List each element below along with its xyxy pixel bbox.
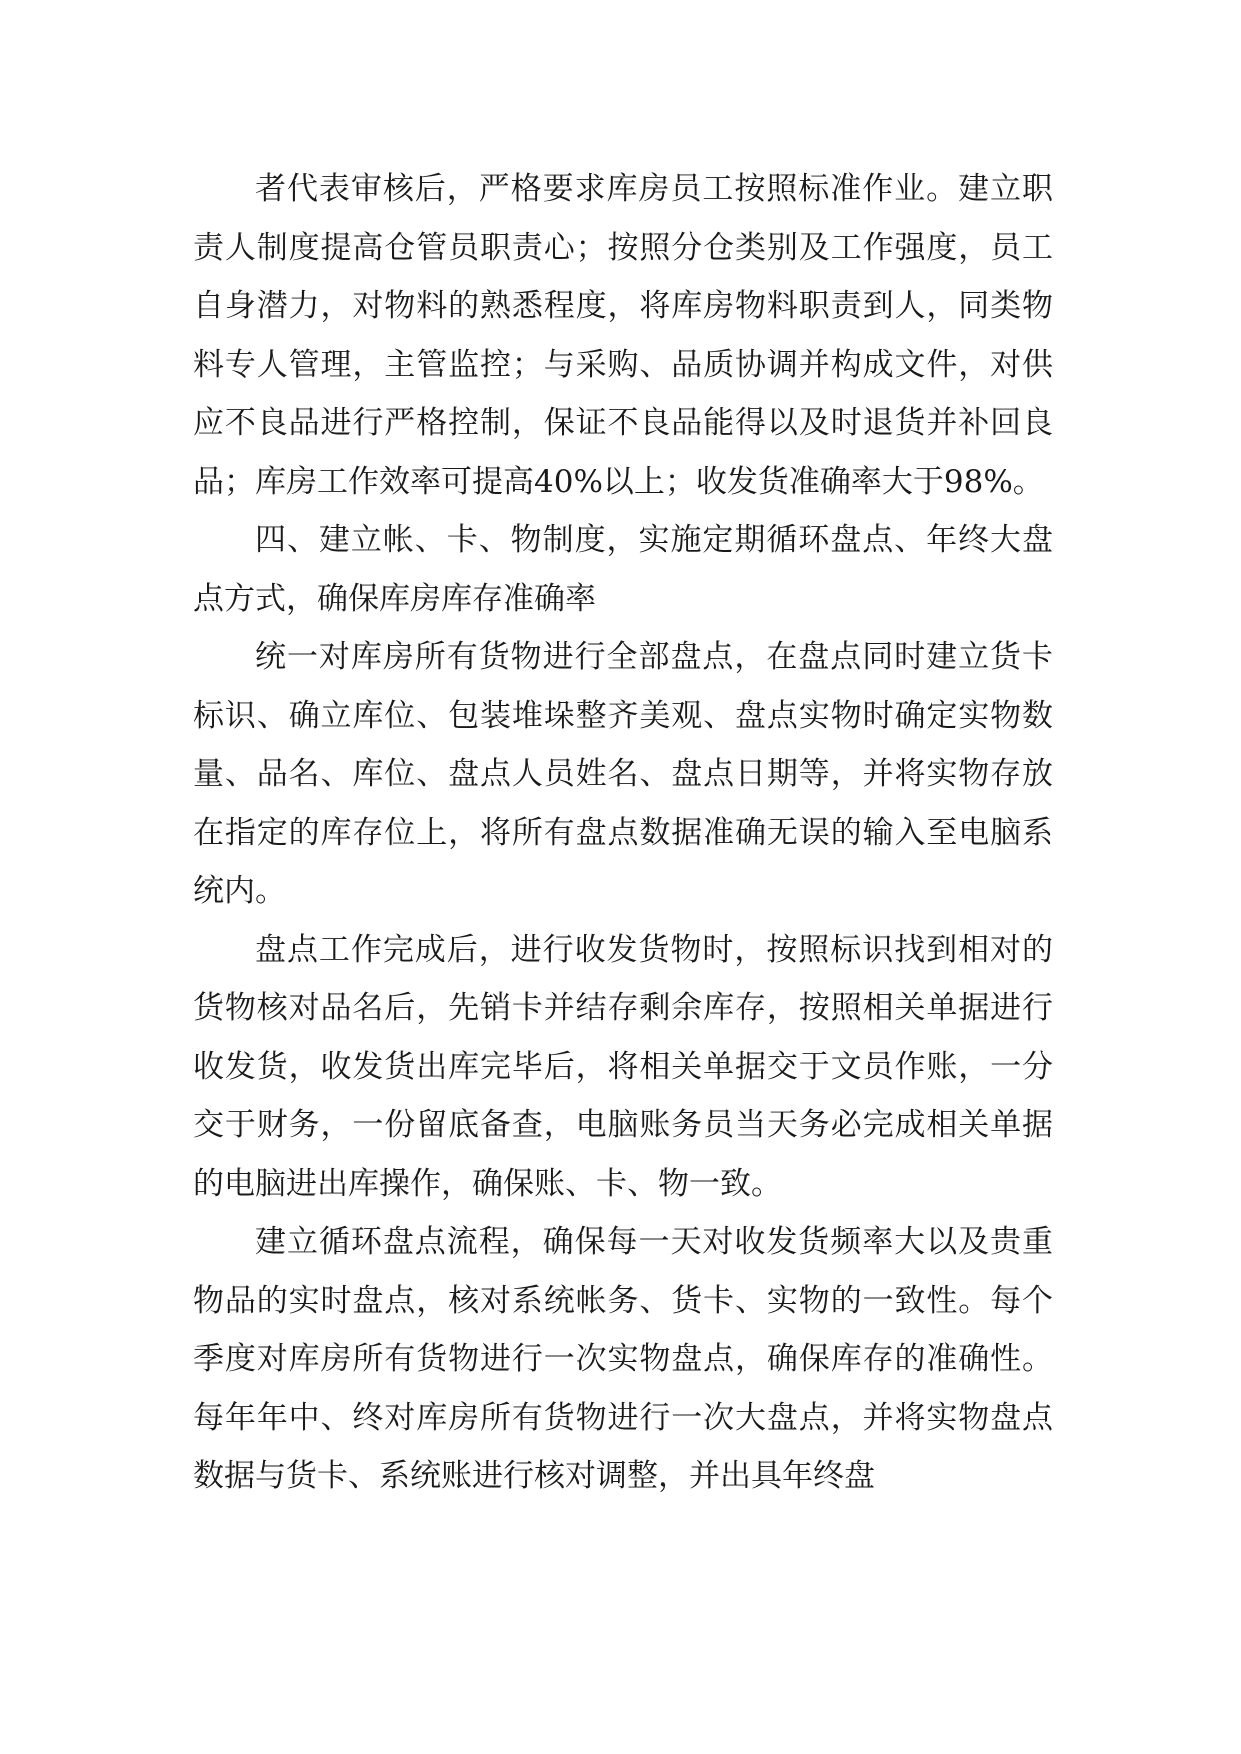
section-heading-four: 四、建立帐、卡、物制度，实施定期循环盘点、年终大盘点方式，确保库房库存准确率 bbox=[193, 522, 1053, 617]
paragraph-staff-responsibility: 者代表审核后，严格要求库房员工按照标准作业。建立职责人制度提高仓管员职责心；按照分仓类别及工作强度，员工自身潜力，对物料的熟悉程度，将库房物料职责到人，同类物料专人管理，主管监控；与采购、品质协调并构成文件，对供应不良品进行严格控制，保证不良品能得以及时退货并补回良品；库房工作效率可提高40%以上；收发货准确率大于98%。 bbox=[193, 171, 1053, 500]
paragraph-cycle-counting: 建立循环盘点流程，确保每一天对收发货频率大以及贵重物品的实时盘点，核对系统帐务、货卡、实物的一致性。每个季度对库房所有货物进行一次实物盘点，确保库存的准确性。每年年中、终对库房所有货物进行一次大盘点，并将实物盘点数据与货卡、系统账进行核对调整，并出具年终盘 bbox=[193, 1224, 1053, 1494]
paragraph-full-inventory: 统一对库房所有货物进行全部盘点，在盘点同时建立货卡标识、确立库位、包装堆垛整齐美观、盘点实物时确定实物数量、品名、库位、盘点人员姓名、盘点日期等，并将实物存放在指定的库存位上，将所有盘点数据准确无误的输入至电脑系统内。 bbox=[193, 639, 1053, 909]
document-body bbox=[193, 160, 1053, 1506]
paragraph-after-inventory: 盘点工作完成后，进行收发货物时，按照标识找到相对的货物核对品名后，先销卡并结存剩余库存，按照相关单据进行收发货，收发货出库完毕后，将相关单据交于文员作账，一分交于财务，一份留底备查，电脑账务员当天务必完成相关单据的电脑进出库操作，确保账、卡、物一致。 bbox=[193, 931, 1053, 1202]
